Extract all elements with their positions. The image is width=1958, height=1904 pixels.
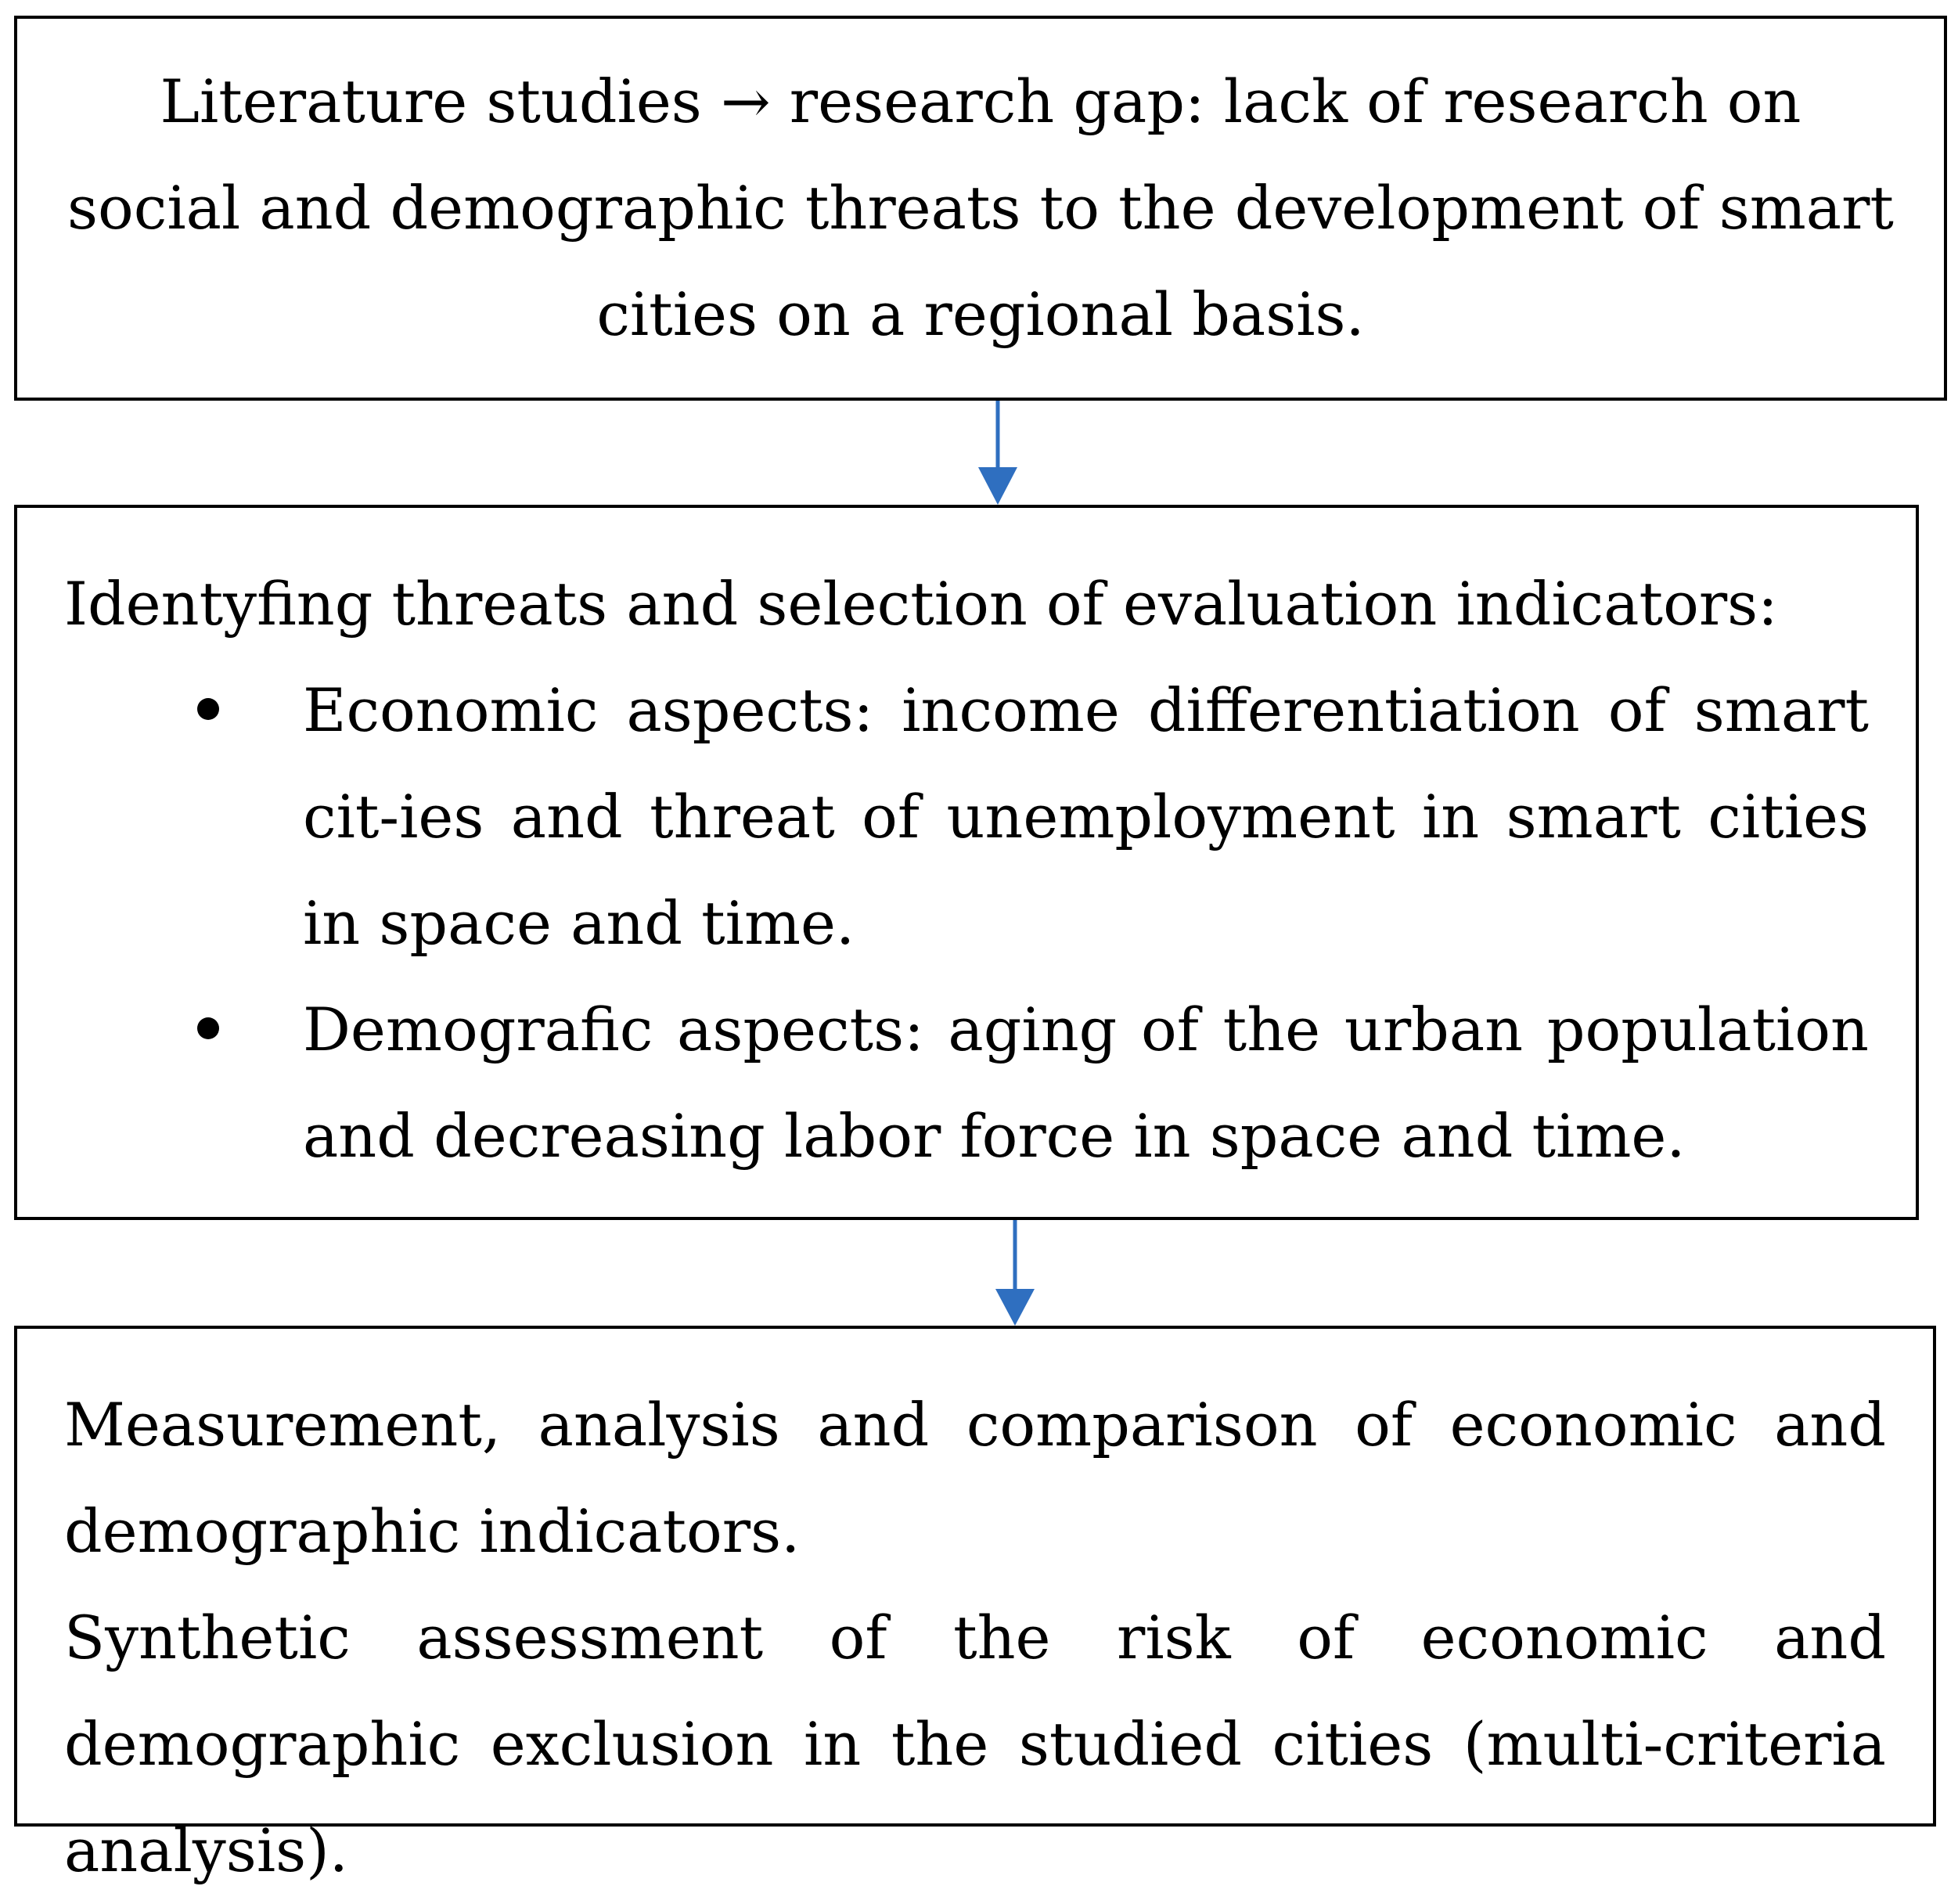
arrow-1-head — [978, 467, 1017, 505]
research-gap-box — [14, 16, 1947, 401]
aspects-list — [64, 657, 1869, 1190]
list-item-demographic — [64, 977, 1869, 1190]
research-gap-text: Literature studies → research gap: lack of research on social and demographic threats to the development of smart cities on a regional basis. — [67, 67, 1894, 349]
arrow-1 — [978, 401, 1017, 506]
threats-indicators-box — [14, 505, 1919, 1220]
threats-heading: Identyfing threats and selection of evaluation indicators: — [64, 569, 1778, 639]
list-item-economic — [64, 657, 1869, 977]
arrow-2-head — [995, 1289, 1035, 1326]
measurement-paragraph: Measurement, analysis and comparison of economic and demographic indicators. — [64, 1390, 1886, 1566]
synthetic-assessment-paragraph: Synthetic assessment of the risk of economic and demographic exclusion in the studied cities (multi-criteria analysis). — [64, 1603, 1886, 1885]
bullet-icon — [197, 1017, 219, 1039]
economic-aspects-text: Economic aspects: income differentiation of smart cit-ies and threat of unemployment in smart cities in space and time. — [303, 675, 1869, 958]
bullet-icon — [197, 698, 219, 720]
measurement-assessment-box — [14, 1326, 1936, 1885]
demographic-aspects-text: Demografic aspects: aging of the urban population and decreasing labor force in space and time. — [303, 995, 1869, 1171]
arrow-2 — [995, 1220, 1035, 1327]
